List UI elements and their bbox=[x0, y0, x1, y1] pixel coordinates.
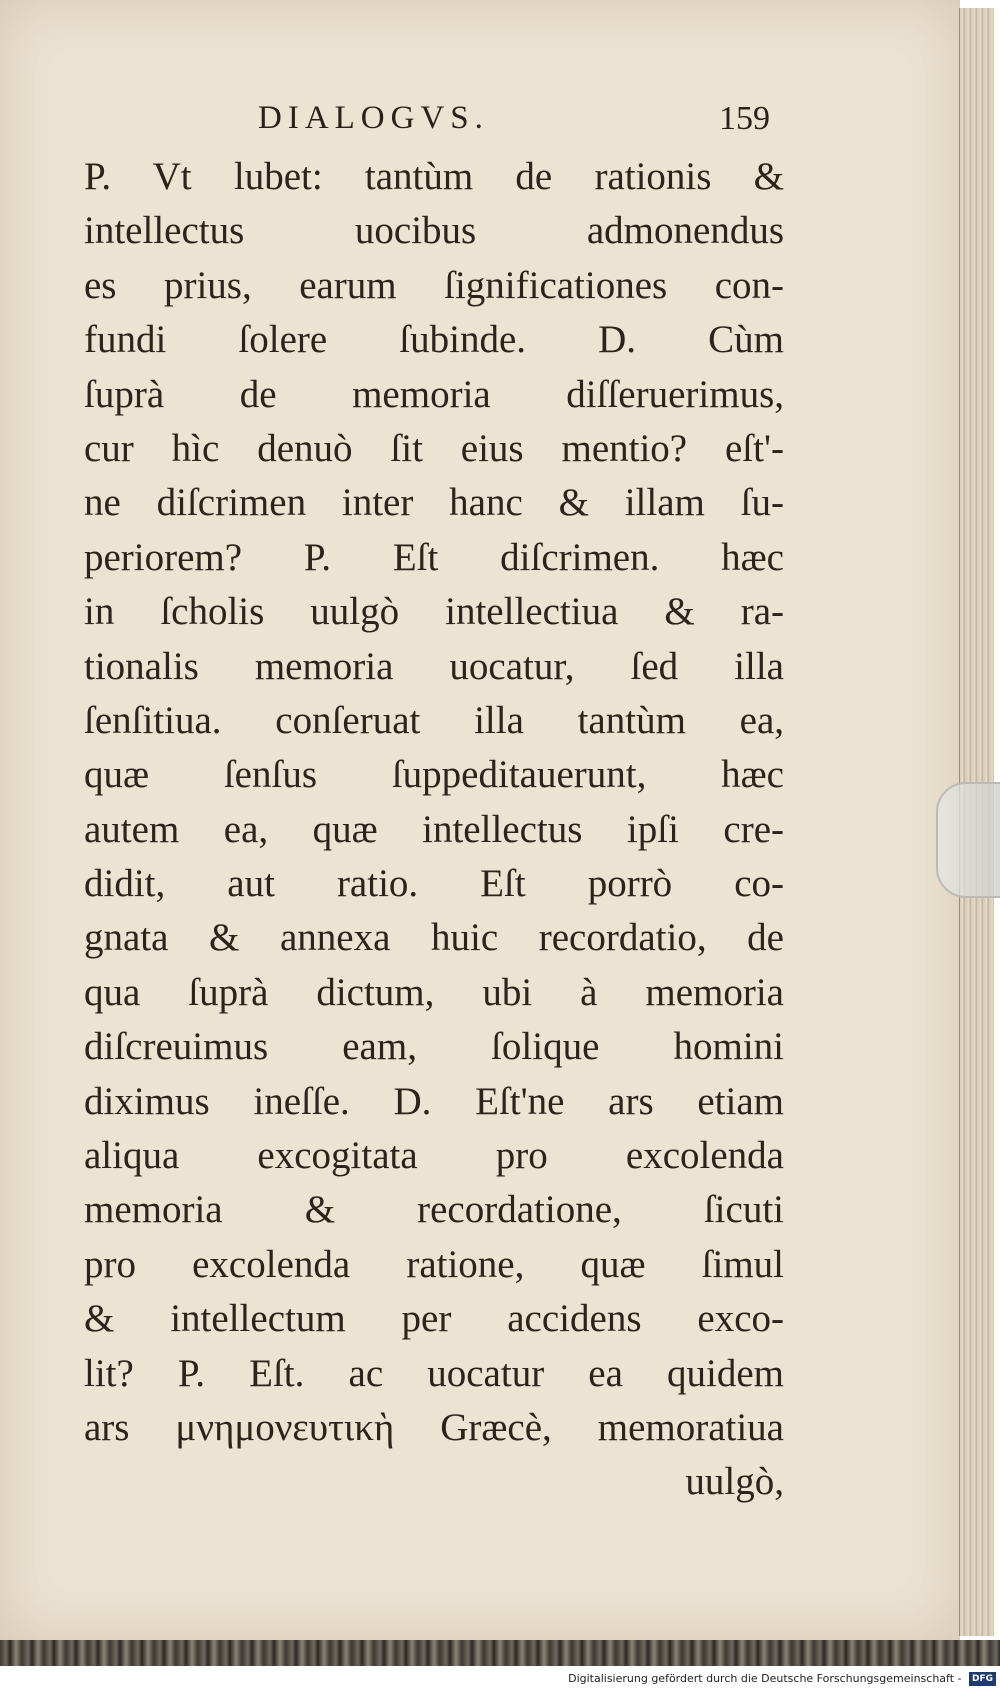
text-line: qua ſuprà dictum, ubi à memoria bbox=[84, 970, 784, 1014]
text-line: pro excolenda ratione, quæ ſimul bbox=[84, 1242, 784, 1286]
text-line: & intellectum per accidens exco- bbox=[84, 1297, 784, 1341]
text-line: periorem? P. Eſt diſcrimen. hæc bbox=[84, 535, 784, 579]
text-line: aliqua excogitata pro excolenda bbox=[84, 1134, 784, 1178]
text-line: autem ea, quæ intellectus ipſi cre- bbox=[84, 807, 784, 851]
book-bottom-edge bbox=[0, 1640, 1000, 1666]
text-line: diſcreuimus eam, ſolique homini bbox=[84, 1025, 784, 1069]
text-line: in ſcholis uulgò intellectiua & ra- bbox=[84, 590, 784, 634]
credit-text: Digitalisierung gefördert durch die Deutsche Forschungsgemeinschaft - bbox=[568, 1672, 962, 1685]
body-text bbox=[84, 150, 784, 1510]
text-line: fundi ſolere ſubinde. D. Cùm bbox=[84, 318, 784, 362]
text-line: ne diſcrimen inter hanc & illam ſu- bbox=[84, 481, 784, 525]
text-line: ſenſitiua. conſeruat illa tantùm ea, bbox=[84, 698, 784, 742]
text-line: ſuprà de memoria diſſeruerimus, bbox=[84, 372, 784, 416]
text-line: tionalis memoria uocatur, ſed illa bbox=[84, 644, 784, 688]
text-line: gnata & annexa huic recordatio, de bbox=[84, 916, 784, 960]
text-line: quæ ſenſus ſuppeditauerunt, hæc bbox=[84, 753, 784, 797]
text-line: didit, aut ratio. Eſt porrò co- bbox=[84, 862, 784, 906]
text-line: intellectus uocibus admonendus bbox=[84, 209, 784, 253]
text-line: diximus ineſſe. D. Eſt'ne ars etiam bbox=[84, 1079, 784, 1123]
text-line: lit? P. Eſt. ac uocatur ea quidem bbox=[84, 1351, 784, 1395]
running-title: DIALOGVS. bbox=[258, 100, 489, 136]
text-line: ars μνημονευτικὴ Græcè, memoratiua bbox=[84, 1405, 784, 1449]
text-line: cur hìc denuò ſit eius mentio? eſt'- bbox=[84, 426, 784, 470]
digitization-credit bbox=[560, 1672, 996, 1690]
text-line: P. Vt lubet: tantùm de rationis & bbox=[84, 155, 784, 198]
book-clip bbox=[936, 782, 1000, 898]
text-line: es prius, earum ſignificationes con- bbox=[84, 263, 784, 307]
text-line: memoria & recordatione, ſicuti bbox=[84, 1188, 784, 1232]
page-header bbox=[90, 100, 770, 148]
catchword: uulgò, bbox=[685, 1460, 784, 1504]
page-number: 159 bbox=[719, 100, 770, 137]
dfg-logo: DFG bbox=[969, 1672, 996, 1686]
